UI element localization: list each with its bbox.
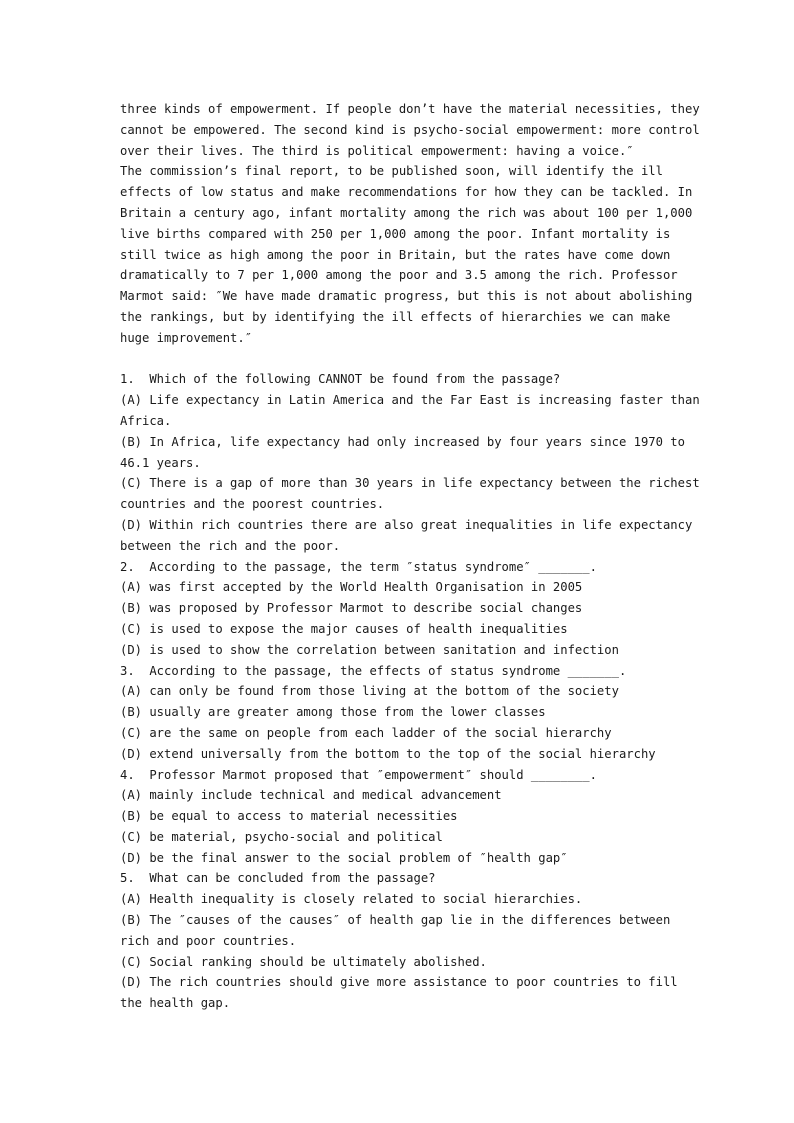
question-1-option-c-cont: countries and the poorest countries. xyxy=(120,497,385,512)
question-3-option-c: (C) are the same on people from each ladder of the social hierarchy xyxy=(120,725,612,740)
question-4-option-a: (A) mainly include technical and medical advancement xyxy=(120,788,502,803)
question-1-option-a: (A) Life expectancy in Latin America and the Far East is increasing faster than xyxy=(120,393,700,408)
question-5-option-b: (B) The ″causes of the causes″ of health gap lie in the differences between xyxy=(120,913,671,928)
question-1-option-d: (D) Within rich countries there are also great inequalities in life expectancy xyxy=(120,517,693,532)
text-line: effects of low status and make recommendations for how they can be tackled. In xyxy=(120,185,693,200)
question-1-option-a-cont: Africa. xyxy=(120,413,172,428)
paragraph-spacer xyxy=(120,349,690,370)
question-1-option-b-cont: 46.1 years. xyxy=(120,455,201,470)
question-1-stem: 1. Which of the following CANNOT be found from the passage? xyxy=(120,372,561,387)
question-2-option-a: (A) was first accepted by the World Health Organisation in 2005 xyxy=(120,580,583,595)
text-line: The commission’s final report, to be published soon, will identify the ill xyxy=(120,164,663,179)
question-4-option-c: (C) be material, psycho-social and political xyxy=(120,829,443,844)
question-3-stem: 3. According to the passage, the effects of status syndrome _______. xyxy=(120,663,627,678)
question-2-option-d: (D) is used to show the correlation between sanitation and infection xyxy=(120,642,619,657)
document-page xyxy=(120,99,700,1014)
question-1-option-b: (B) In Africa, life expectancy had only increased by four years since 1970 to xyxy=(120,434,685,449)
question-4-option-b: (B) be equal to access to material necessities xyxy=(120,809,458,824)
question-1-option-d-cont: between the rich and the poor. xyxy=(120,538,341,553)
text-line: the rankings, but by identifying the ill effects of hierarchies we can make xyxy=(120,309,671,324)
question-2-stem: 2. According to the passage, the term ″status syndrome″ _______. xyxy=(120,559,597,574)
questions-section xyxy=(120,369,700,1014)
text-line: three kinds of empowerment. If people don’t have the material necessities, they xyxy=(120,102,700,116)
text-line: Marmot said: ″We have made dramatic progress, but this is not about abolishing xyxy=(120,289,693,304)
question-3-option-a: (A) can only be found from those living at the bottom of the society xyxy=(120,684,619,699)
question-1-option-c: (C) There is a gap of more than 30 years in life expectancy between the richest xyxy=(120,476,700,491)
question-2-option-b: (B) was proposed by Professor Marmot to describe social changes xyxy=(120,601,583,616)
passage-text xyxy=(120,99,700,349)
question-5-option-a: (A) Health inequality is closely related to social hierarchies. xyxy=(120,892,583,907)
question-2-option-c: (C) is used to expose the major causes of health inequalities xyxy=(120,621,568,636)
question-5-option-c: (C) Social ranking should be ultimately abolished. xyxy=(120,954,487,969)
text-line: dramatically to 7 per 1,000 among the poor and 3.5 among the rich. Professor xyxy=(120,268,678,283)
question-3-option-d: (D) extend universally from the bottom to the top of the social hierarchy xyxy=(120,746,656,761)
text-line: cannot be empowered. The second kind is psycho-social empowerment: more control xyxy=(120,122,700,137)
question-5-stem: 5. What can be concluded from the passage? xyxy=(120,871,436,886)
question-4-stem: 4. Professor Marmot proposed that ″empowerment″ should ________. xyxy=(120,767,597,782)
text-line: over their lives. The third is political empowerment: having a voice.″ xyxy=(120,143,634,158)
question-5-option-d-cont: the health gap. xyxy=(120,996,231,1011)
text-line: still twice as high among the poor in Britain, but the rates have come down xyxy=(120,247,671,262)
question-5-option-b-cont: rich and poor countries. xyxy=(120,933,297,948)
question-4-option-d: (D) be the final answer to the social problem of ″health gap″ xyxy=(120,850,568,865)
question-3-option-b: (B) usually are greater among those from the lower classes xyxy=(120,705,546,720)
question-5-option-d: (D) The rich countries should give more assistance to poor countries to fill xyxy=(120,975,678,990)
text-line: Britain a century ago, infant mortality among the rich was about 100 per 1,000 xyxy=(120,205,693,220)
text-line: live births compared with 250 per 1,000 among the poor. Infant mortality is xyxy=(120,226,671,241)
text-line: huge improvement.″ xyxy=(120,330,253,345)
